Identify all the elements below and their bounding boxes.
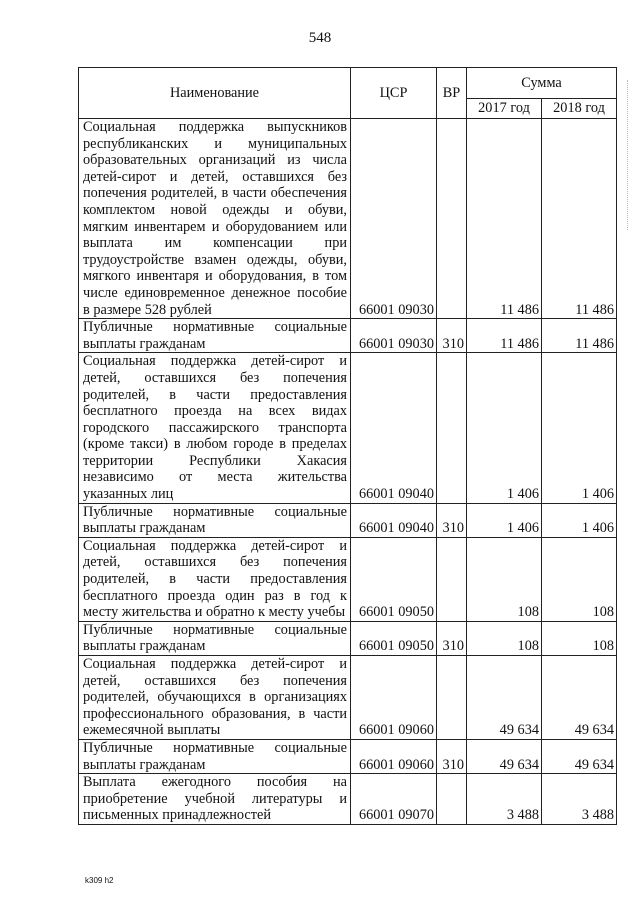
row-sum-2017: 49 634 (467, 739, 542, 773)
budget-table (78, 67, 617, 825)
row-sum-2018: 11 486 (542, 319, 617, 353)
row-csr: 66001 09030 (351, 319, 437, 353)
row-sum-2017: 49 634 (467, 656, 542, 740)
row-sum-2017: 11 486 (467, 319, 542, 353)
row-csr: 66001 09070 (351, 774, 437, 825)
header-vr: ВР (437, 68, 467, 119)
row-vr: 310 (437, 621, 467, 655)
row-sum-2018: 49 634 (542, 656, 617, 740)
row-sum-2017: 3 488 (467, 774, 542, 825)
row-vr: 310 (437, 739, 467, 773)
row-sum-2017: 108 (467, 621, 542, 655)
row-vr (437, 774, 467, 825)
row-vr (437, 537, 467, 621)
row-name: Публичные нормативные социальные выплаты гражданам (79, 503, 351, 537)
header-year-2018: 2018 год (542, 98, 617, 118)
table-row (79, 537, 617, 621)
row-sum-2018: 1 406 (542, 353, 617, 503)
table-row (79, 621, 617, 655)
row-csr: 66001 09060 (351, 656, 437, 740)
row-sum-2018: 3 488 (542, 774, 617, 825)
row-name: Социальная поддержка детей-сирот и детей, оставшихся без попечения родителей, в части предоставления бесплатного проезда на всех видах городского пассажирского транспорта (кроме такси) в любом городе в пределах территории Республики Хакасия независимо от места жительства указанных лиц (79, 353, 351, 503)
row-csr: 66001 09040 (351, 503, 437, 537)
row-csr: 66001 09060 (351, 739, 437, 773)
row-vr (437, 353, 467, 503)
table-row (79, 119, 617, 319)
row-name: Социальная поддержка детей-сирот и детей, оставшихся без попечения родителей, в части предоставления бесплатного проезда один раз в год к месту жительства и обратно к месту учебы (79, 537, 351, 621)
row-sum-2017: 1 406 (467, 353, 542, 503)
row-sum-2017: 108 (467, 537, 542, 621)
header-name: Наименование (79, 68, 351, 119)
table-row (79, 774, 617, 825)
row-csr: 66001 09030 (351, 119, 437, 319)
table-row (79, 656, 617, 740)
table-row (79, 353, 617, 503)
row-csr: 66001 09040 (351, 353, 437, 503)
row-sum-2017: 11 486 (467, 119, 542, 319)
row-vr: 310 (437, 319, 467, 353)
row-vr (437, 119, 467, 319)
footer-code: k309 h2 (85, 876, 114, 885)
table-row (79, 739, 617, 773)
row-sum-2018: 108 (542, 621, 617, 655)
row-sum-2018: 11 486 (542, 119, 617, 319)
header-year-2017: 2017 год (467, 98, 542, 118)
row-csr: 66001 09050 (351, 537, 437, 621)
row-name: Выплата ежегодного пособия на приобретение учебной литературы и письменных принадлежностей (79, 774, 351, 825)
row-vr (437, 656, 467, 740)
header-sum: Сумма (467, 68, 617, 99)
page-number: 548 (308, 30, 332, 46)
row-sum-2018: 108 (542, 537, 617, 621)
row-sum-2017: 1 406 (467, 503, 542, 537)
scan-margin-marks (625, 80, 628, 230)
table-row (79, 503, 617, 537)
row-name: Публичные нормативные социальные выплаты гражданам (79, 739, 351, 773)
row-name: Публичные нормативные социальные выплаты гражданам (79, 621, 351, 655)
row-vr: 310 (437, 503, 467, 537)
row-name: Публичные нормативные социальные выплаты гражданам (79, 319, 351, 353)
row-csr: 66001 09050 (351, 621, 437, 655)
row-sum-2018: 49 634 (542, 739, 617, 773)
header-csr: ЦСР (351, 68, 437, 119)
row-name: Социальная поддержка детей-сирот и детей, оставшихся без попечения родителей, обучающихся в организациях профессионального образования, в части ежемесячной выплаты (79, 656, 351, 740)
table-row (79, 319, 617, 353)
row-name: Социальная поддержка выпускников республиканских и муниципальных образовательных организаций из числа детей-сирот и детей, оставшихся без попечения родителей, в части обеспечения комплектом новой одежды и обуви, мягким инвентарем и оборудованием или выплата им компенсации при трудоустройстве взамен одежды, обуви, мягкого инвентаря и оборудования, в том числе единовременное денежное пособие в размере 528 рублей (79, 119, 351, 319)
row-sum-2018: 1 406 (542, 503, 617, 537)
